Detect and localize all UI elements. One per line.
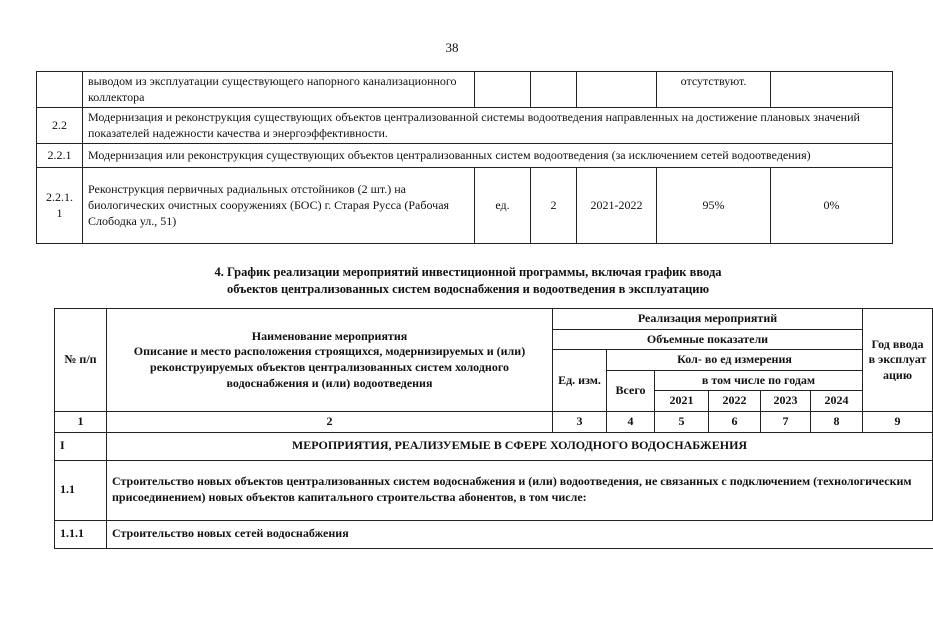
row-text: МЕРОПРИЯТИЯ, РЕАЛИЗУЕМЫЕ В СФЕРЕ ХОЛОДНОГО ВОДОСНАБЖЕНИЯ	[107, 432, 933, 460]
schedule-table	[54, 308, 933, 549]
row-period: 2021-2022	[577, 168, 657, 244]
header-year-2021: 2021	[655, 391, 709, 412]
row-period	[577, 72, 657, 108]
row-text: Модернизация или реконструкция существующих объектов централизованных систем водоотведения (за исключением сетей водоотведения)	[83, 144, 893, 168]
row-qty	[531, 72, 577, 108]
header-year-2024: 2024	[811, 391, 863, 412]
col-number: 6	[709, 411, 761, 432]
col-number: 7	[761, 411, 811, 432]
row-note: отсутствуют.	[657, 72, 771, 108]
col-number: 1	[55, 411, 107, 432]
header-total: Всего	[607, 370, 655, 411]
section-title	[60, 264, 876, 298]
header-count: Кол- во ед измерения	[607, 350, 863, 371]
row-text: выводом из эксплуатации существующего напорного канализационного коллектора	[83, 72, 475, 108]
table-row	[37, 144, 893, 168]
row-text: Модернизация и реконструкция существующих объектов централизованной системы водоотведения направленных на достижение плановых значений показателей надежности качества и энергоэффективности.	[83, 108, 893, 144]
col-number: 5	[655, 411, 709, 432]
column-numbers-row	[55, 411, 933, 432]
header-row	[55, 309, 933, 330]
col-number: 9	[863, 411, 933, 432]
row-text: Строительство новых объектов централизованных систем водоснабжения и (или) водоотведения, не связанных с подключением (технологическим присоединением) новых объектов капитального строительства абонентов, в том числе:	[107, 460, 933, 520]
row-number: 2.2.1	[37, 144, 83, 168]
col-number: 4	[607, 411, 655, 432]
table-row	[55, 520, 933, 548]
row-text: Строительство новых сетей водоснабжения	[107, 520, 933, 548]
row-unit	[475, 72, 531, 108]
row-number	[37, 72, 83, 108]
header-num: № п/п	[55, 309, 107, 412]
col-number: 8	[811, 411, 863, 432]
continued-table	[36, 71, 893, 244]
table-row	[55, 432, 933, 460]
header-by-years: в том числе по годам	[655, 370, 863, 391]
row-text: Реконструкция первичных радиальных отстойников (2 шт.) на биологических очистных сооружениях (БОС) г. Старая Русса (Рабочая Слободка ул., 51)	[83, 168, 475, 244]
page-number: 38	[445, 40, 459, 55]
table-row	[55, 460, 933, 520]
table-row	[37, 72, 893, 108]
header-commission: Год ввода в эксплуат ацию	[863, 309, 933, 412]
row-note: 95%	[657, 168, 771, 244]
table-row	[37, 168, 893, 244]
header-realization: Реализация мероприятий	[553, 309, 863, 330]
table-row	[37, 108, 893, 144]
row-last: 0%	[771, 168, 893, 244]
header-year-2022: 2022	[709, 391, 761, 412]
row-number: 1.1	[55, 460, 107, 520]
row-unit: ед.	[475, 168, 531, 244]
header-volume: Объемные показатели	[553, 329, 863, 350]
header-name: Наименование мероприятия Описание и место расположения строящихся, модернизируемых и (или) реконструируемых объектов централизованных систем холодного водоснабжения и (или) водоотведения	[107, 309, 553, 412]
col-number: 3	[553, 411, 607, 432]
row-number: 1.1.1	[55, 520, 107, 548]
row-number: I	[55, 432, 107, 460]
section-title-line1: 4. График реализации мероприятий инвестиционной программы, включая график ввода	[214, 265, 722, 279]
row-last	[771, 72, 893, 108]
row-number: 2.2	[37, 108, 83, 144]
row-qty: 2	[531, 168, 577, 244]
header-year-2023: 2023	[761, 391, 811, 412]
header-unit: Ед. изм.	[553, 350, 607, 412]
row-number: 2.2.1. 1	[37, 168, 83, 244]
section-title-line2: объектов централизованных систем водоснабжения и водоотведения в эксплуатацию	[226, 281, 710, 296]
col-number: 2	[107, 411, 553, 432]
